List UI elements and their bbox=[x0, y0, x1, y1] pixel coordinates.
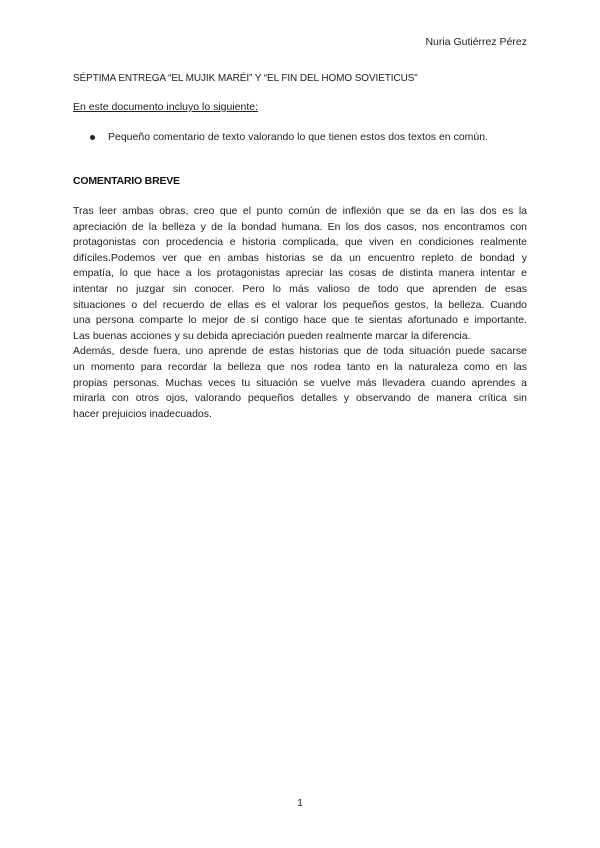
bullet-list bbox=[90, 131, 488, 143]
paragraph-line: un momento para recordar la belleza que nos rodea tanto en la naturaleza como en las bbox=[73, 360, 527, 373]
paragraph-line: apreciación de la belleza y de la bondad humana. En los dos casos, nos encontramos con bbox=[73, 220, 527, 233]
list-item-text: Pequeño comentario de texto valorando lo que tienen estos dos textos en común. bbox=[108, 131, 488, 143]
paragraph-line: intentar no juzgar sin conocer. Pero lo más valioso de todo que aprenden de esas bbox=[73, 282, 527, 295]
paragraph-line: una persona comparte lo mejor de sí contigo hace que te sientas afortunado e importante. bbox=[73, 314, 527, 327]
paragraph-line: empatía, lo que hace a los protagonistas apreciar las cosas de distinta manera intentar e bbox=[73, 267, 527, 280]
paragraph-line: difíciles.Podemos ver que en ambas historias se da un encuentro repleto de bondad y bbox=[73, 251, 527, 264]
paragraph-line: propias personas. Muchas veces tu situación se vuelve más llevadera cuando aprendes a bbox=[73, 376, 527, 389]
paragraph-line: Las buenas acciones y su debida apreciación pueden realmente marcar la diferencia. bbox=[73, 329, 471, 342]
document-title: SÉPTIMA ENTREGA “EL MUJIK MARÉI” Y “EL FIN DEL HOMO SOVIETICUS” bbox=[73, 73, 418, 84]
list-item bbox=[90, 131, 488, 143]
paragraph-line: protagonistas con procedencia e historia complicada, que viven en condiciones realmente bbox=[73, 236, 527, 249]
intro-text: En este documento incluyo lo siguiente: bbox=[73, 101, 259, 113]
author-name: Nuria Gutiérrez Pérez bbox=[425, 36, 527, 48]
paragraph-line: mirarla con otros ojos, valorando pequeños detalles y observando de manera crítica sin bbox=[73, 392, 527, 405]
paragraph-line: Tras leer ambas obras, creo que el punto común de inflexión que se da en las dos es la bbox=[73, 205, 527, 217]
section-heading: COMENTARIO BREVE bbox=[73, 175, 180, 187]
page-number: 1 bbox=[297, 797, 303, 809]
comment-paragraph bbox=[73, 204, 527, 422]
paragraph-line: hacer prejuicios inadecuados. bbox=[73, 407, 212, 420]
paragraph-line: Además, desde fuera, uno aprende de estas historias que de toda situación puede sacarse bbox=[73, 345, 527, 358]
paragraph-line: situaciones o del recuerdo de ellas es el valorar los pequeños gestos, la belleza. Cuando bbox=[73, 298, 527, 311]
bullet-icon bbox=[90, 135, 95, 140]
